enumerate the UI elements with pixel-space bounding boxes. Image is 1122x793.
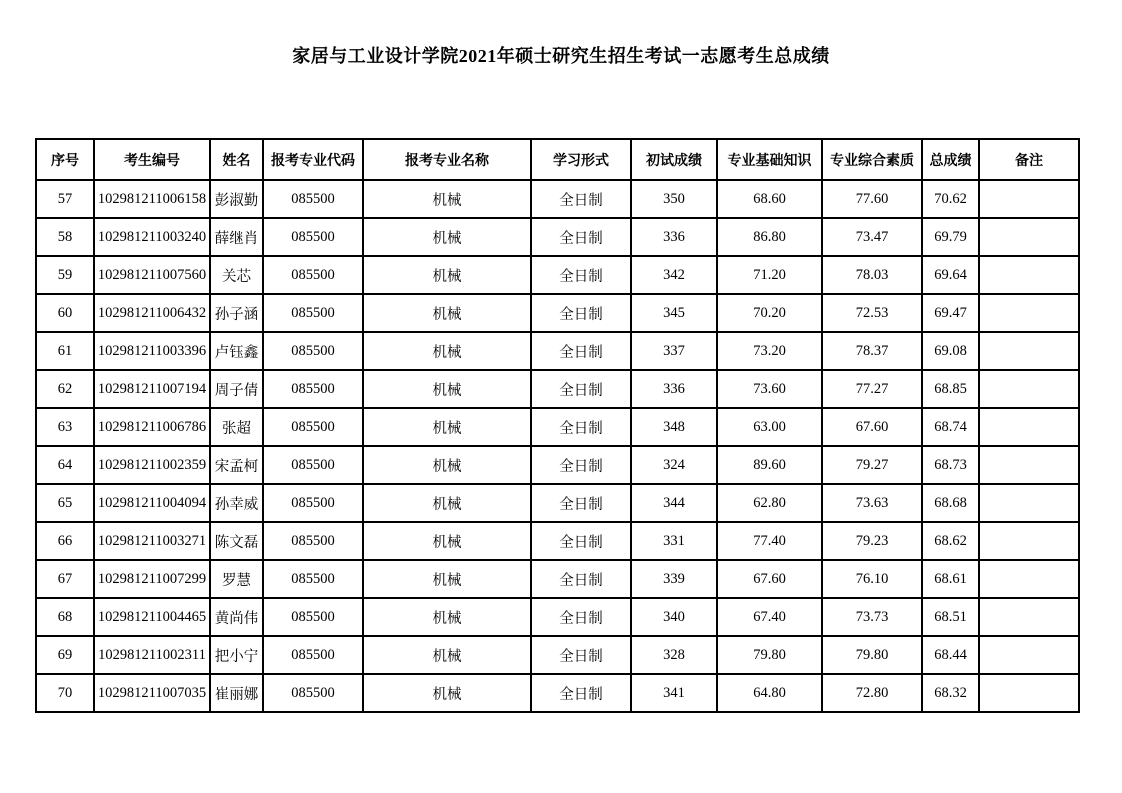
col-header-comprehensive-quality: 专业综合素质 — [822, 139, 922, 180]
cell-name: 陈文磊 — [210, 522, 263, 560]
cell-remark — [979, 294, 1079, 332]
cell-major-name: 机械 — [363, 218, 531, 256]
table-row — [36, 598, 1079, 636]
cell-major-code: 085500 — [263, 484, 363, 522]
cell-index: 67 — [36, 560, 94, 598]
cell-initial-score: 336 — [631, 370, 717, 408]
cell-remark — [979, 636, 1079, 674]
cell-major-name: 机械 — [363, 332, 531, 370]
cell-name: 孙幸威 — [210, 484, 263, 522]
cell-remark — [979, 598, 1079, 636]
cell-major-code: 085500 — [263, 636, 363, 674]
cell-name: 罗慧 — [210, 560, 263, 598]
table-body — [36, 180, 1079, 712]
col-header-candidate-id: 考生编号 — [94, 139, 210, 180]
cell-index: 66 — [36, 522, 94, 560]
cell-name: 卢钰鑫 — [210, 332, 263, 370]
cell-index: 62 — [36, 370, 94, 408]
score-table — [35, 138, 1080, 713]
cell-major-name: 机械 — [363, 294, 531, 332]
cell-study-mode: 全日制 — [531, 560, 631, 598]
cell-major-name: 机械 — [363, 560, 531, 598]
cell-total-score: 68.73 — [922, 446, 979, 484]
cell-basic-knowledge: 79.80 — [717, 636, 822, 674]
col-header-major-name: 报考专业名称 — [363, 139, 531, 180]
col-header-major-code: 报考专业代码 — [263, 139, 363, 180]
cell-candidate-id: 102981211002359 — [94, 446, 210, 484]
cell-major-name: 机械 — [363, 484, 531, 522]
cell-name: 把小宁 — [210, 636, 263, 674]
cell-major-name: 机械 — [363, 180, 531, 218]
cell-basic-knowledge: 63.00 — [717, 408, 822, 446]
cell-basic-knowledge: 70.20 — [717, 294, 822, 332]
cell-basic-knowledge: 67.60 — [717, 560, 822, 598]
cell-candidate-id: 102981211007299 — [94, 560, 210, 598]
cell-index: 70 — [36, 674, 94, 712]
cell-candidate-id: 102981211006432 — [94, 294, 210, 332]
cell-basic-knowledge: 73.60 — [717, 370, 822, 408]
cell-major-code: 085500 — [263, 332, 363, 370]
table-row — [36, 674, 1079, 712]
cell-study-mode: 全日制 — [531, 484, 631, 522]
cell-index: 57 — [36, 180, 94, 218]
cell-study-mode: 全日制 — [531, 294, 631, 332]
cell-basic-knowledge: 73.20 — [717, 332, 822, 370]
cell-comprehensive-quality: 77.27 — [822, 370, 922, 408]
col-header-name: 姓名 — [210, 139, 263, 180]
cell-candidate-id: 102981211007035 — [94, 674, 210, 712]
cell-index: 68 — [36, 598, 94, 636]
cell-major-code: 085500 — [263, 522, 363, 560]
cell-basic-knowledge: 64.80 — [717, 674, 822, 712]
cell-study-mode: 全日制 — [531, 180, 631, 218]
cell-major-name: 机械 — [363, 636, 531, 674]
cell-remark — [979, 256, 1079, 294]
cell-name: 宋孟柯 — [210, 446, 263, 484]
table-row — [36, 636, 1079, 674]
cell-major-code: 085500 — [263, 598, 363, 636]
cell-total-score: 69.79 — [922, 218, 979, 256]
cell-total-score: 70.62 — [922, 180, 979, 218]
cell-candidate-id: 102981211007560 — [94, 256, 210, 294]
cell-index: 63 — [36, 408, 94, 446]
cell-initial-score: 341 — [631, 674, 717, 712]
col-header-total-score: 总成绩 — [922, 139, 979, 180]
cell-index: 59 — [36, 256, 94, 294]
cell-remark — [979, 522, 1079, 560]
cell-comprehensive-quality: 79.80 — [822, 636, 922, 674]
cell-comprehensive-quality: 73.63 — [822, 484, 922, 522]
cell-major-name: 机械 — [363, 674, 531, 712]
cell-comprehensive-quality: 72.53 — [822, 294, 922, 332]
cell-comprehensive-quality: 78.03 — [822, 256, 922, 294]
cell-major-code: 085500 — [263, 560, 363, 598]
col-header-basic-knowledge: 专业基础知识 — [717, 139, 822, 180]
cell-name: 崔丽娜 — [210, 674, 263, 712]
cell-initial-score: 339 — [631, 560, 717, 598]
cell-name: 孙子涵 — [210, 294, 263, 332]
cell-study-mode: 全日制 — [531, 522, 631, 560]
table-row — [36, 180, 1079, 218]
cell-major-name: 机械 — [363, 408, 531, 446]
cell-comprehensive-quality: 76.10 — [822, 560, 922, 598]
table-row — [36, 332, 1079, 370]
table-row — [36, 256, 1079, 294]
cell-basic-knowledge: 77.40 — [717, 522, 822, 560]
cell-remark — [979, 560, 1079, 598]
cell-comprehensive-quality: 78.37 — [822, 332, 922, 370]
col-header-study-mode: 学习形式 — [531, 139, 631, 180]
cell-comprehensive-quality: 79.23 — [822, 522, 922, 560]
cell-index: 60 — [36, 294, 94, 332]
document-title: 家居与工业设计学院2021年硕士研究生招生考试一志愿考生总成绩 — [292, 46, 830, 66]
cell-initial-score: 348 — [631, 408, 717, 446]
cell-comprehensive-quality: 73.73 — [822, 598, 922, 636]
cell-candidate-id: 102981211003240 — [94, 218, 210, 256]
cell-major-code: 085500 — [263, 408, 363, 446]
table-row — [36, 294, 1079, 332]
cell-index: 61 — [36, 332, 94, 370]
cell-candidate-id: 102981211004465 — [94, 598, 210, 636]
cell-index: 64 — [36, 446, 94, 484]
cell-total-score: 68.62 — [922, 522, 979, 560]
cell-major-code: 085500 — [263, 218, 363, 256]
cell-index: 58 — [36, 218, 94, 256]
cell-total-score: 68.74 — [922, 408, 979, 446]
table-row — [36, 408, 1079, 446]
cell-total-score: 68.44 — [922, 636, 979, 674]
col-header-remark: 备注 — [979, 139, 1079, 180]
cell-initial-score: 328 — [631, 636, 717, 674]
table-row — [36, 560, 1079, 598]
cell-total-score: 68.32 — [922, 674, 979, 712]
cell-remark — [979, 180, 1079, 218]
cell-comprehensive-quality: 67.60 — [822, 408, 922, 446]
cell-basic-knowledge: 71.20 — [717, 256, 822, 294]
cell-candidate-id: 102981211002311 — [94, 636, 210, 674]
cell-name: 黄尚伟 — [210, 598, 263, 636]
cell-name: 彭淑勤 — [210, 180, 263, 218]
cell-comprehensive-quality: 73.47 — [822, 218, 922, 256]
cell-basic-knowledge: 68.60 — [717, 180, 822, 218]
cell-total-score: 68.51 — [922, 598, 979, 636]
cell-remark — [979, 370, 1079, 408]
cell-initial-score: 340 — [631, 598, 717, 636]
cell-major-code: 085500 — [263, 294, 363, 332]
cell-name: 薛继肖 — [210, 218, 263, 256]
cell-initial-score: 324 — [631, 446, 717, 484]
cell-remark — [979, 674, 1079, 712]
table-row — [36, 522, 1079, 560]
cell-major-name: 机械 — [363, 598, 531, 636]
cell-study-mode: 全日制 — [531, 218, 631, 256]
cell-total-score: 69.08 — [922, 332, 979, 370]
cell-total-score: 69.47 — [922, 294, 979, 332]
cell-basic-knowledge: 62.80 — [717, 484, 822, 522]
cell-initial-score: 345 — [631, 294, 717, 332]
cell-study-mode: 全日制 — [531, 598, 631, 636]
table-header — [36, 139, 1079, 180]
table-row — [36, 218, 1079, 256]
cell-major-code: 085500 — [263, 446, 363, 484]
cell-index: 65 — [36, 484, 94, 522]
cell-study-mode: 全日制 — [531, 674, 631, 712]
cell-study-mode: 全日制 — [531, 408, 631, 446]
cell-total-score: 69.64 — [922, 256, 979, 294]
cell-study-mode: 全日制 — [531, 256, 631, 294]
cell-basic-knowledge: 89.60 — [717, 446, 822, 484]
cell-comprehensive-quality: 79.27 — [822, 446, 922, 484]
cell-major-name: 机械 — [363, 370, 531, 408]
cell-comprehensive-quality: 77.60 — [822, 180, 922, 218]
table-row — [36, 370, 1079, 408]
cell-candidate-id: 102981211006786 — [94, 408, 210, 446]
cell-remark — [979, 446, 1079, 484]
cell-remark — [979, 484, 1079, 522]
cell-total-score: 68.85 — [922, 370, 979, 408]
cell-candidate-id: 102981211003396 — [94, 332, 210, 370]
cell-initial-score: 331 — [631, 522, 717, 560]
cell-total-score: 68.61 — [922, 560, 979, 598]
cell-remark — [979, 332, 1079, 370]
cell-initial-score: 336 — [631, 218, 717, 256]
cell-initial-score: 337 — [631, 332, 717, 370]
cell-study-mode: 全日制 — [531, 370, 631, 408]
cell-name: 关芯 — [210, 256, 263, 294]
cell-major-code: 085500 — [263, 256, 363, 294]
col-header-initial-score: 初试成绩 — [631, 139, 717, 180]
cell-total-score: 68.68 — [922, 484, 979, 522]
cell-comprehensive-quality: 72.80 — [822, 674, 922, 712]
cell-major-code: 085500 — [263, 674, 363, 712]
table-row — [36, 484, 1079, 522]
cell-candidate-id: 102981211004094 — [94, 484, 210, 522]
col-header-index: 序号 — [36, 139, 94, 180]
cell-initial-score: 350 — [631, 180, 717, 218]
cell-major-name: 机械 — [363, 522, 531, 560]
cell-initial-score: 344 — [631, 484, 717, 522]
cell-initial-score: 342 — [631, 256, 717, 294]
cell-basic-knowledge: 86.80 — [717, 218, 822, 256]
cell-major-name: 机械 — [363, 256, 531, 294]
cell-major-name: 机械 — [363, 446, 531, 484]
header-row — [36, 139, 1079, 180]
cell-candidate-id: 102981211003271 — [94, 522, 210, 560]
cell-index: 69 — [36, 636, 94, 674]
cell-study-mode: 全日制 — [531, 636, 631, 674]
cell-basic-knowledge: 67.40 — [717, 598, 822, 636]
cell-name: 周子倩 — [210, 370, 263, 408]
cell-study-mode: 全日制 — [531, 446, 631, 484]
table-row — [36, 446, 1079, 484]
cell-remark — [979, 218, 1079, 256]
cell-candidate-id: 102981211006158 — [94, 180, 210, 218]
cell-major-code: 085500 — [263, 370, 363, 408]
cell-study-mode: 全日制 — [531, 332, 631, 370]
cell-major-code: 085500 — [263, 180, 363, 218]
cell-candidate-id: 102981211007194 — [94, 370, 210, 408]
cell-name: 张超 — [210, 408, 263, 446]
cell-remark — [979, 408, 1079, 446]
document-page — [0, 46, 1122, 793]
